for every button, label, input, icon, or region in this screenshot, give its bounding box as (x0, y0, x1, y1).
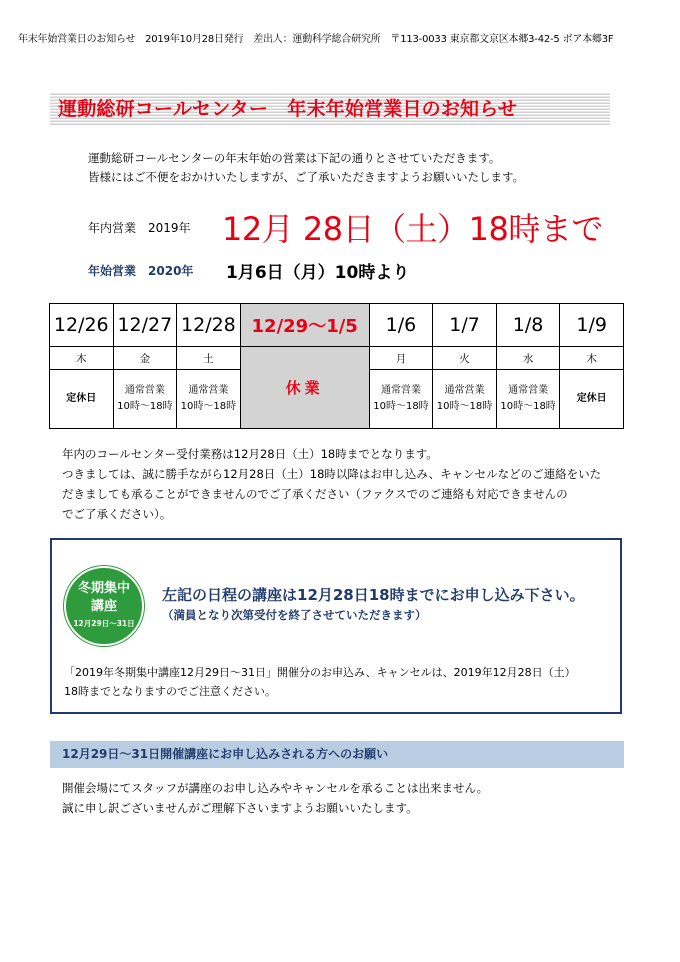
header-line: 年末年始営業日のお知らせ 2019年10月28日発行 差出人：運動科学総合研究所 〒113-0033 東京都文京区本郷3-42-5 ボア本郷3F (18, 34, 614, 45)
open-label: 通常営業 (124, 385, 165, 396)
notice-line-3: だきましても承ることができませんのでご了承ください（ファクスでのご連絡も対応できませんの (62, 487, 568, 501)
open-cell (433, 370, 497, 429)
year-start-year: 2020年 (148, 264, 194, 278)
weekday-cell: 金 (113, 347, 177, 370)
open-hours: 10時～18時 (500, 401, 556, 412)
open-cell (369, 370, 433, 429)
weekday-cell: 木 (50, 347, 114, 370)
day-off-cell: 定休日 (50, 370, 114, 429)
date-cell: 1/8 (496, 304, 560, 347)
course-box-sub: （満員となり次第受付を終了させていただきます） (162, 608, 427, 622)
schedule-weekday-row (50, 347, 624, 370)
closed-cell: 休業 (240, 347, 369, 429)
open-hours: 10時～18時 (436, 401, 493, 412)
weekday-cell: 水 (496, 347, 560, 370)
course-box-note-2: 18時までとなりますのでご注意ください。 (64, 685, 276, 698)
year-start-label (88, 262, 205, 279)
year-end-year: 2019年 (148, 221, 191, 235)
day-off-cell: 定休日 (560, 370, 624, 429)
open-label: 通常営業 (444, 385, 485, 396)
notice-line-4: でご了承ください）。 (62, 507, 172, 521)
open-cell (113, 370, 177, 429)
intro-line-2: 皆様にはご不便をおかけいたしますが、ご了承いただきますようお願いいたします。 (88, 170, 525, 184)
weekday-cell: 月 (369, 347, 433, 370)
page-title: 運動総研コールセンター 年末年始営業日のお知らせ (58, 98, 518, 120)
open-label: 通常営業 (508, 385, 549, 396)
notice-line-2: つきましては、誠に勝手ながら12月28日（土）18時以降はお申し込み、キャンセルなどのご連絡をいた (62, 467, 602, 481)
intro-line-1: 運動総研コールセンターの年末年始の営業は下記の通りとさせていただきます。 (88, 151, 501, 165)
schedule-date-row (50, 304, 624, 347)
open-cell (496, 370, 560, 429)
request-line-1: 開催会場にてスタッフが講座のお申し込みやキャンセルを承ることは出来ません。 (62, 781, 489, 795)
weekday-cell: 木 (560, 347, 624, 370)
request-line-2: 誠に申し訳ございませんがご理解下さいますようお願いいたします。 (62, 801, 418, 815)
year-end-datetime: 12月 28日（土）18時まで (222, 210, 603, 248)
open-label: 通常営業 (188, 385, 229, 396)
weekday-cell: 土 (177, 347, 241, 370)
year-start-label-text: 年始営業 (88, 264, 137, 278)
date-cell: 12/27 (113, 304, 177, 347)
date-cell: 12/28 (177, 304, 241, 347)
schedule-table (49, 303, 624, 429)
course-badge (64, 566, 144, 646)
course-box-note-1: 「2019年冬期集中講座12月29日～31日」開催分のお申込み、キャンセルは、2019年12月28日（土） (64, 666, 576, 679)
date-cell: 1/7 (433, 304, 497, 347)
badge-line-1: 冬期集中 (77, 581, 130, 596)
weekday-cell: 火 (433, 347, 497, 370)
date-cell: 1/9 (560, 304, 624, 347)
open-label: 通常営業 (380, 385, 421, 396)
badge-dates: 12月29日～31日 (73, 619, 135, 628)
open-hours: 10時～18時 (180, 401, 237, 412)
year-end-label (88, 219, 203, 236)
date-cell: 1/6 (369, 304, 433, 347)
request-heading: 12月29日～31日開催講座にお申し込みされる方へのお願い (62, 747, 389, 761)
open-hours: 10時～18時 (117, 401, 173, 412)
year-start-datetime: 1月6日（月）10時より (226, 263, 410, 283)
closed-date-cell: 12/29～1/5 (240, 304, 369, 347)
date-cell: 12/26 (50, 304, 114, 347)
open-cell (177, 370, 241, 429)
notice-line-1: 年内のコールセンター受付業務は12月28日（土）18時までとなります。 (62, 447, 438, 461)
badge-line-2: 講座 (90, 599, 117, 614)
year-end-label-text: 年内営業 (88, 221, 137, 235)
open-hours: 10時～18時 (373, 401, 429, 412)
course-box-main: 左記の日程の講座は12月28日18時までにお申し込み下さい。 (162, 586, 585, 604)
